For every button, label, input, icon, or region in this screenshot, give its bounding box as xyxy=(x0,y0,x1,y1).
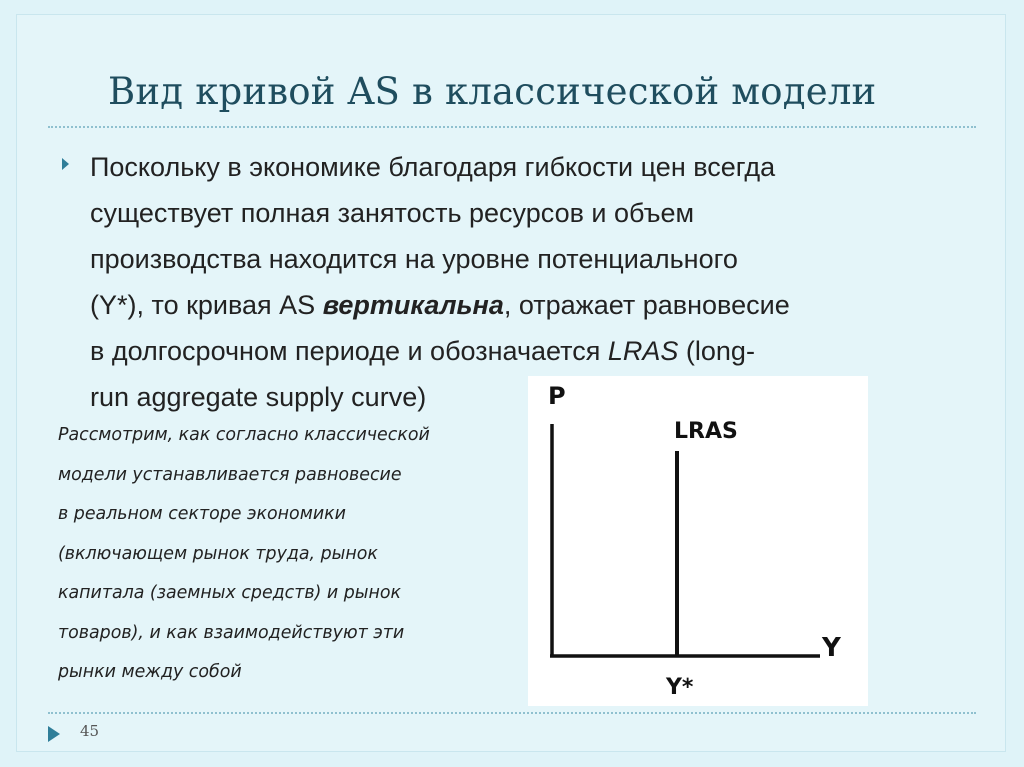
note-line: рынки между собой xyxy=(58,662,242,682)
slide-title: Вид кривой AS в классической модели xyxy=(108,70,877,113)
paragraph-line-4-end: , отражает равновесие xyxy=(503,290,790,320)
note-line: товаров), и как взаимодействуют эти xyxy=(58,622,405,643)
paragraph-line-5-end: (long- xyxy=(678,336,755,366)
y-star-label: Y* xyxy=(666,675,694,700)
note-line: Рассмотрим, как согласно классической xyxy=(58,425,430,445)
paragraph-line-5-start: в долгосрочном периоде и обозначается xyxy=(90,336,608,366)
x-axis-label: Y xyxy=(822,633,841,663)
lras-label: LRAS xyxy=(674,419,738,444)
lras-graph-svg xyxy=(528,376,868,706)
paragraph-line-6: run aggregate supply curve) xyxy=(90,382,427,412)
footer-divider xyxy=(48,712,976,714)
y-axis-label: P xyxy=(548,382,566,410)
side-note xyxy=(58,416,528,693)
paragraph-line-3: производства находится на уровне потенциального xyxy=(90,244,738,274)
paragraph-line-1: Поскольку в экономике благодаря гибкости цен всегда xyxy=(90,152,776,182)
note-line: в реальном секторе экономики xyxy=(58,504,346,524)
triangle-right-icon xyxy=(48,726,60,742)
title-divider xyxy=(48,126,976,128)
note-line: модели устанавливается равновесие xyxy=(58,464,402,485)
emphasis-lras: LRAS xyxy=(607,336,679,366)
note-line: капитала (заемных средств) и рынок xyxy=(58,583,402,603)
paragraph-line-4 xyxy=(90,282,970,328)
bullet-triangle-icon xyxy=(62,158,69,170)
page-number: 45 xyxy=(80,722,100,740)
paragraph-line-2: существует полная занятость ресурсов и объем xyxy=(90,198,695,228)
paragraph-line-5 xyxy=(90,328,970,374)
emphasis-vertical: вертикальна xyxy=(322,290,504,320)
note-line: (включающем рынок труда, рынок xyxy=(58,543,378,564)
lras-graph xyxy=(528,376,868,706)
paragraph-line-4-start: (Y*), то кривая AS xyxy=(90,290,323,320)
